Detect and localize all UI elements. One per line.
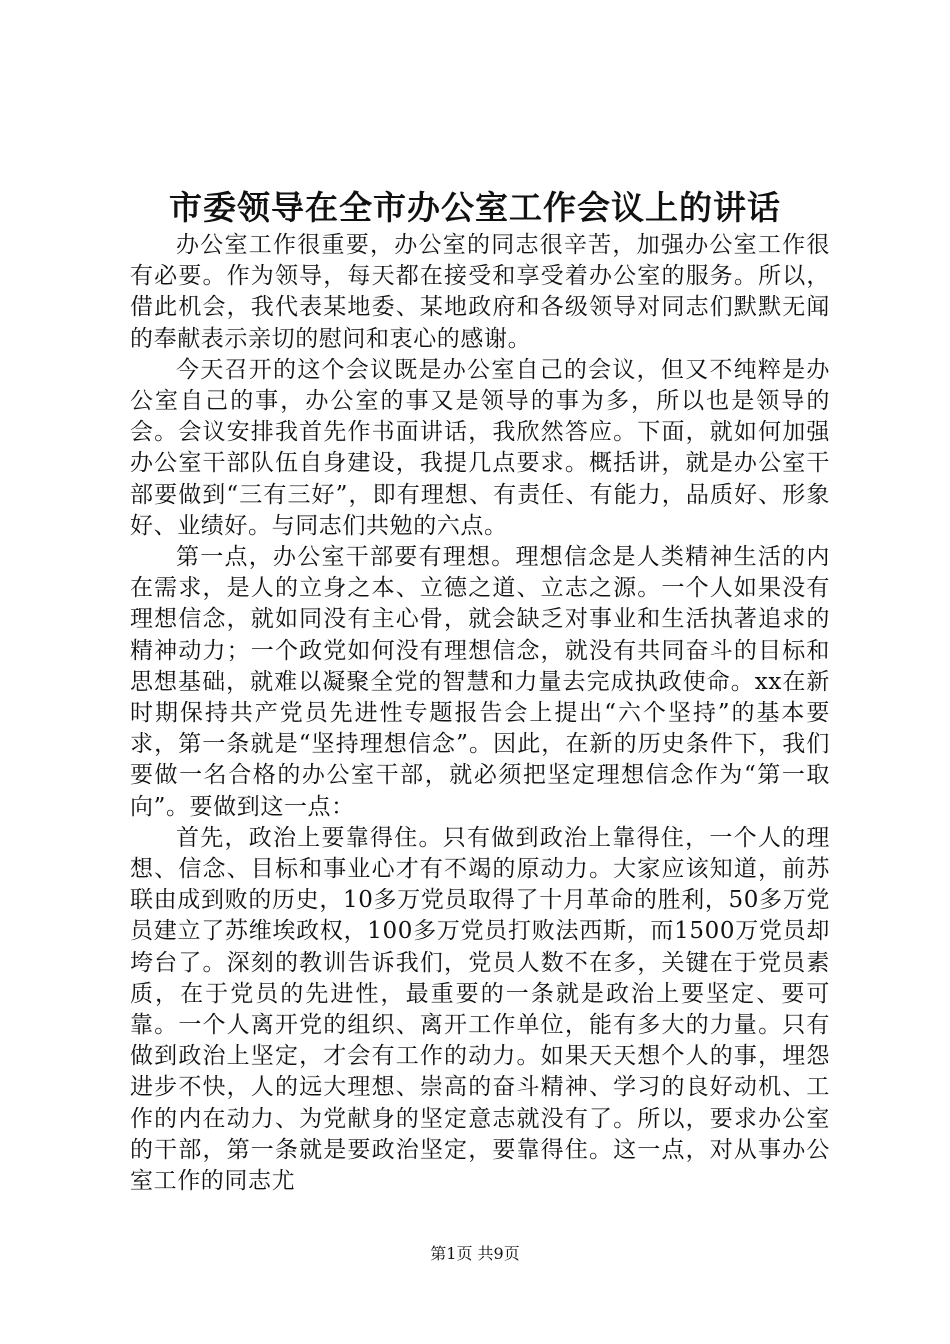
document-body (130, 230, 830, 1197)
paragraph-4: 首先，政治上要靠得住。只有做到政治上靠得住，一个人的理想、信念、目标和事业心才有不竭的原动力。大家应该知道，前苏联由成到败的历史，10多万党员取得了十月革命的胜利，50多万党员建立了苏维埃政权，100多万党员打败法西斯，而1500万党员却垮台了。深刻的教训告诉我们，党员人数不在多，关键在于党员素质，在于党员的先进性，最重要的一条就是政治上要坚定、要可靠。一个人离开党的组织、离开工作单位，能有多大的力量。只有做到政治上坚定，才会有工作的动力。如果天天想个人的事，埋怨进步不快，人的远大理想、崇高的奋斗精神、学习的良好动机、工作的内在动力、为党献身的坚定意志就没有了。所以，要求办公室的干部，第一条就是要政治坚定，要靠得住。这一点，对从事办公室工作的同志尤 (130, 824, 830, 1195)
paragraph-1: 办公室工作很重要，办公室的同志很辛苦，加强办公室工作很有必要。作为领导，每天都在接受和享受着办公室的服务。所以，借此机会，我代表某地委、某地政府和各级领导对同志们默默无闻的奉献表示亲切的慰问和衷心的感谢。 (130, 232, 830, 352)
document-title: 市委领导在全市办公室工作会议上的讲话 (169, 188, 781, 227)
page-number-footer: 第1页 共9页 (430, 1244, 520, 1263)
paragraph-3: 第一点，办公室干部要有理想。理想信念是人类精神生活的内在需求，是人的立身之本、立德之道、立志之源。一个人如果没有理想信念，就如同没有主心骨，就会缺乏对事业和生活执著追求的精神动力；一个政党如何没有理想信念，就没有共同奋斗的目标和思想基础，就难以凝聚全党的智慧和力量去完成执政使命。xx在新时期保持共产党员先进性专题报告会上提出“六个坚持”的基本要求，第一条就是“坚持理想信念”。因此，在新的历史条件下，我们要做一名合格的办公室干部，就必须把坚定理想信念作为“第一取向”。要做到这一点： (130, 544, 830, 820)
paragraph-2: 今天召开的这个会议既是办公室自己的会议，但又不纯粹是办公室自己的事，办公室的事又是领导的事为多，所以也是领导的会。会议安排我首先作书面讲话，我欣然答应。下面，就如何加强办公室干部队伍自身建设，我提几点要求。概括讲，就是办公室干部要做到“三有三好”，即有理想、有责任、有能力，品质好、形象好、业绩好。与同志们共勉的六点。 (130, 356, 830, 539)
